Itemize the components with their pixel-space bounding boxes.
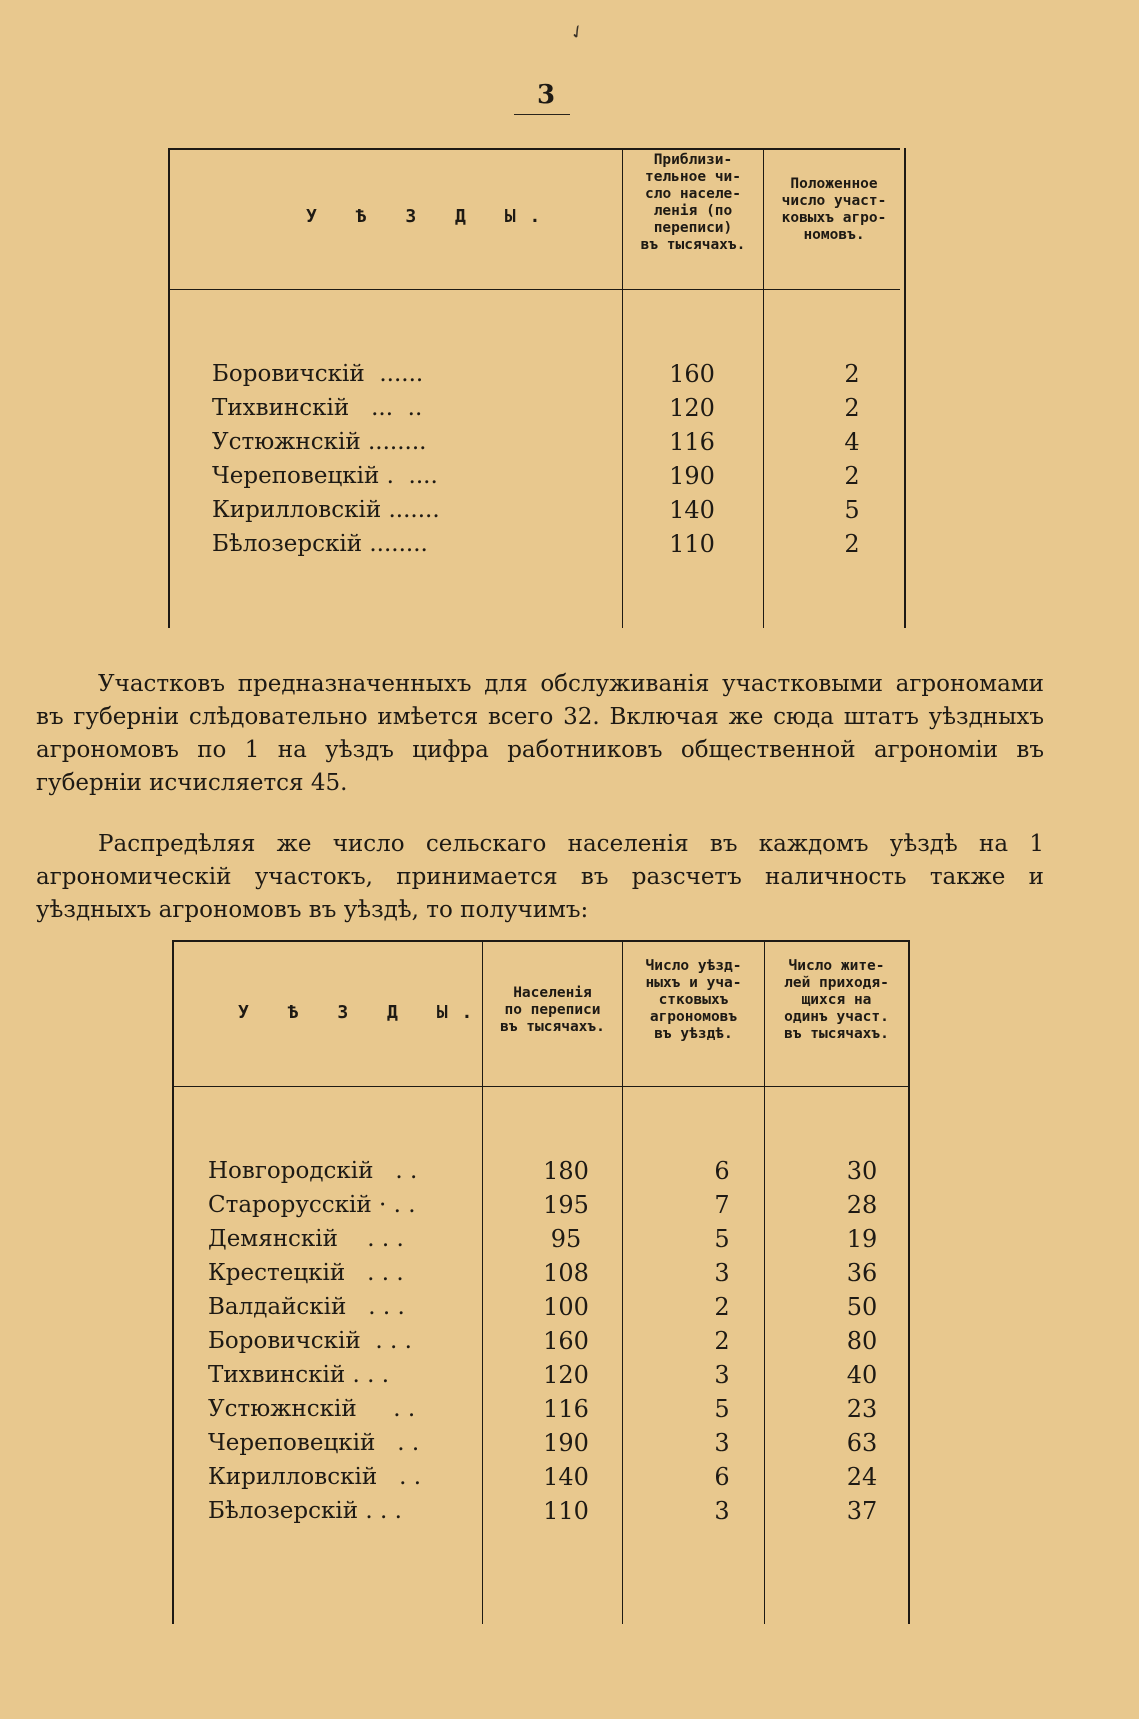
- ink-mark: ✓: [565, 19, 590, 46]
- population-value: 100: [543, 1293, 589, 1321]
- table-1-header-district: У Ѣ З Д Ы.: [306, 206, 555, 227]
- district-name: Крестецкій . . .: [208, 1260, 404, 1286]
- table-2-header-district: У Ѣ З Д Ы.: [238, 1002, 487, 1023]
- page-number: 3: [536, 80, 556, 110]
- district-name: Боровичскій ......: [212, 361, 424, 387]
- district-name: Новгородскій . .: [208, 1158, 418, 1184]
- table-row: [208, 1325, 908, 1358]
- table-row: [208, 1291, 908, 1324]
- agronomists-value: 2: [714, 1293, 730, 1321]
- agronomists-value: 6: [714, 1157, 730, 1185]
- population-value: 160: [543, 1327, 589, 1355]
- population-value: 195: [543, 1191, 589, 1219]
- per-unit-value: 63: [846, 1429, 878, 1457]
- agronomists-value: 5: [714, 1225, 730, 1253]
- per-unit-value: 36: [846, 1259, 878, 1287]
- district-name: Тихвинскій ... ..: [212, 395, 423, 421]
- population-value: 110: [669, 530, 715, 558]
- table-1-header-population: Приблизи- тельное чи- сло населе- ленія (по переписи) въ тысячахъ.: [640, 152, 746, 253]
- agronomists-value: 3: [714, 1361, 730, 1389]
- agronomists-value: 2: [714, 1327, 730, 1355]
- agronomists-value: 3: [714, 1429, 730, 1457]
- table-1-header-agronomists: Положенное число участ- ковыхъ агро- номовъ.: [781, 176, 887, 243]
- table-row: [208, 1257, 908, 1290]
- population-value: 180: [543, 1157, 589, 1185]
- per-unit-value: 80: [846, 1327, 878, 1355]
- district-name: Устюжнскій . .: [208, 1396, 416, 1422]
- per-unit-value: 24: [846, 1463, 878, 1491]
- table-row: [208, 1393, 908, 1426]
- paragraph-2: Распредѣляя же число сельскаго населенія въ каждомъ уѣздѣ на 1 агрономическій участокъ, принимается въ разсчетъ наличность также и уѣздныхъ агрономовъ въ уѣздѣ, то получимъ:: [36, 831, 1044, 923]
- district-name: Демянскій . . .: [208, 1226, 404, 1252]
- district-name: Тихвинскій . . .: [208, 1362, 390, 1388]
- per-unit-value: 28: [846, 1191, 878, 1219]
- district-name: Бѣлозерскій ........: [212, 531, 428, 557]
- agronomists-value: 7: [714, 1191, 730, 1219]
- district-name: Череповецкій . ....: [212, 463, 438, 489]
- table-row: [208, 1223, 908, 1256]
- per-unit-value: 23: [846, 1395, 878, 1423]
- population-value: 120: [543, 1361, 589, 1389]
- paragraph-1: Участковъ предназначенныхъ для обслуживанія участковыми агрономами въ губерніи слѣдовательно имѣется всего 32. Включая же сюда штатъ уѣздныхъ агрономовъ по 1 на уѣздъ цифра работниковъ общественной агрономіи въ губерніи исчисляется 45.: [36, 671, 1044, 796]
- per-unit-value: 37: [846, 1497, 878, 1525]
- table-2-header-per-unit: Число жите- лей приходя- щихся на одинъ участ. въ тысячахъ.: [784, 958, 889, 1042]
- table-2-header-rule: [174, 1086, 908, 1087]
- agronomists-value: 4: [844, 428, 860, 456]
- per-unit-value: 50: [846, 1293, 878, 1321]
- population-value: 108: [543, 1259, 589, 1287]
- agronomists-value: 2: [844, 462, 860, 490]
- population-value: 190: [669, 462, 715, 490]
- population-value: 120: [669, 394, 715, 422]
- agronomists-value: 6: [714, 1463, 730, 1491]
- population-value: 116: [543, 1395, 589, 1423]
- table-row: [208, 1189, 908, 1222]
- table-row: [208, 1155, 908, 1188]
- agronomists-value: 2: [844, 530, 860, 558]
- district-name: Старорусскій · . .: [208, 1192, 416, 1218]
- agronomists-value: 2: [844, 394, 860, 422]
- table-2-right-rule: [908, 940, 910, 1624]
- agronomists-value: 3: [714, 1497, 730, 1525]
- population-value: 160: [669, 360, 715, 388]
- population-value: 140: [669, 496, 715, 524]
- agronomists-value: 5: [844, 496, 860, 524]
- district-name: Кирилловскій .......: [212, 497, 440, 523]
- district-name: Боровичскій . . .: [208, 1328, 412, 1354]
- table-row: [208, 1461, 908, 1494]
- district-name: Кирилловскій . .: [208, 1464, 422, 1490]
- table-2-top-rule: [172, 940, 910, 942]
- population-value: 110: [543, 1497, 589, 1525]
- population-value: 95: [550, 1225, 582, 1253]
- table-2-left-rule: [172, 940, 174, 1624]
- per-unit-value: 40: [846, 1361, 878, 1389]
- population-value: 190: [543, 1429, 589, 1457]
- population-value: 116: [669, 428, 715, 456]
- table-row: [208, 1495, 908, 1528]
- population-value: 140: [543, 1463, 589, 1491]
- per-unit-value: 30: [846, 1157, 878, 1185]
- table-2-header-agronomists: Число уѣзд- ныхъ и уча- стковыхъ агрономовъ въ уѣздѣ.: [645, 958, 742, 1042]
- agronomists-value: 3: [714, 1259, 730, 1287]
- district-name: Устюжнскій ........: [212, 429, 427, 455]
- table-row: [208, 1427, 908, 1460]
- table-row: [208, 1359, 908, 1392]
- district-name: Череповецкій . .: [208, 1430, 420, 1456]
- per-unit-value: 19: [846, 1225, 878, 1253]
- district-name: Валдайскій . . .: [208, 1294, 405, 1320]
- district-name: Бѣлозерскій . . .: [208, 1498, 402, 1524]
- agronomists-value: 2: [844, 360, 860, 388]
- agronomists-value: 5: [714, 1395, 730, 1423]
- table-2-header-population: Населенія по переписи въ тысячахъ.: [500, 985, 605, 1035]
